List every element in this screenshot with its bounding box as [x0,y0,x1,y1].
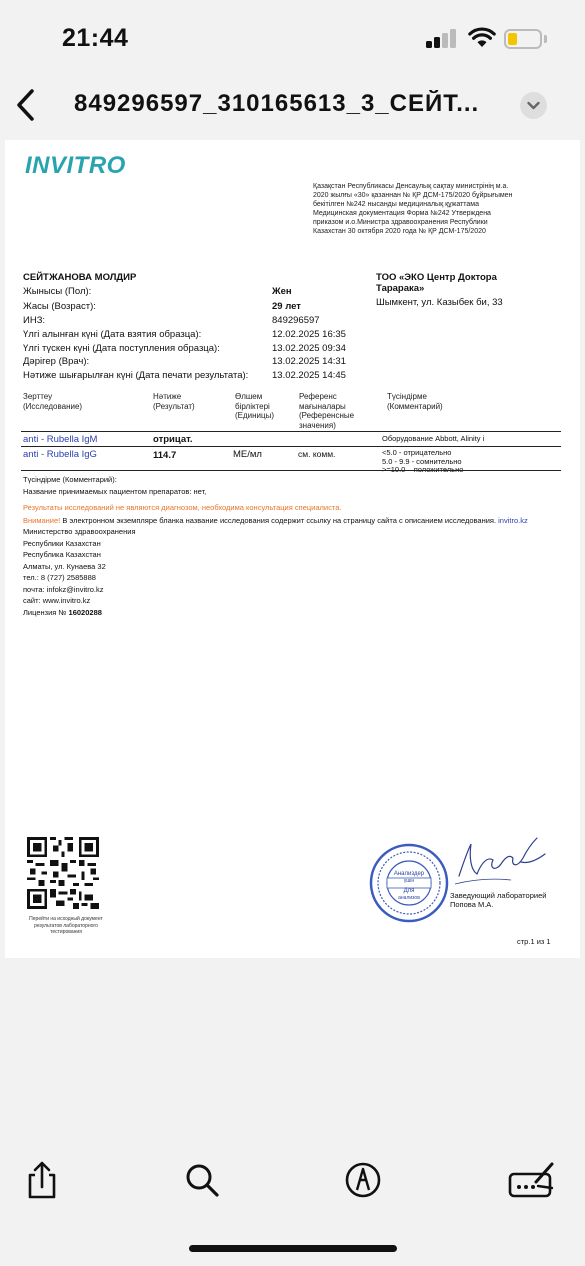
field-value-age: 29 лет [272,301,301,312]
footer-line-3: Республика Казахстан [23,550,101,559]
result-row-1-comment: Оборудование Abbott, Alinity i [382,434,485,443]
field-value-print-date: 13.02.2025 14:45 [272,370,346,381]
result-row-2-test-link[interactable]: anti - Rubella IgG [23,449,97,460]
table-rule-mid [21,446,561,447]
result-row-1-value: отрицат. [153,434,193,445]
result-row-2-reference: см. комм. [298,449,336,459]
result-row-1-test-link[interactable]: anti - Rubella IgM [23,434,98,445]
attention-text: В электронном экземпляре бланка название исследования содержит ссылку на страницу сайта с описанием исследования. [60,516,497,525]
col-header-comment: Түсіндірме (Комментарий) [387,392,443,411]
status-bar [0,0,585,72]
footer-line-7: сайт: www.invitro.kz [23,596,91,605]
field-value-inz: 849296597 [272,315,320,326]
lab-name: ТОО «ЭКО Центр Доктора Тарарака» [376,272,497,294]
field-value-receipt-date: 13.02.2025 09:34 [272,343,346,354]
field-label-age: Жасы (Возраст): [23,301,96,312]
ministry-header: Қазақстан Республикасы Денсаулық сақтау министрінің м.а. 2020 жылғы «30» қазаннан № ҚР ДСМ-175/2020 бұйрығымен бекітілген №242 нысанды медициналық құжаттама Медицинская документация Форма №242 Утверждена приказом и.о.Министра здравоохранения Республики Казахстан 30 октября 2020 года № ҚР ДСМ-175/2020 [313,183,513,235]
license-number: 16020288 [68,608,102,617]
markup-icon[interactable] [343,1160,383,1200]
wifi-icon [468,26,496,48]
license-label: Лицензия № [23,608,69,617]
lab-stamp-icon [368,842,450,924]
sign-icon[interactable] [508,1160,556,1200]
status-time: 21:44 [62,24,129,52]
footer-line-6: почта: infokz@invitro.kz [23,585,104,594]
search-icon[interactable] [182,1160,222,1200]
qr-code-icon[interactable] [27,837,99,909]
col-header-test: Зерттеу (Исследование) [23,392,83,411]
footer-line-1: Министерство здравоохранения [23,527,136,536]
footer-line-4: Алматы, ул. Кунаева 32 [23,562,106,571]
invitro-logo: INVITRO [25,152,126,179]
nav-bar [0,72,585,138]
field-value-sex: Жен [272,286,292,297]
col-header-units: Өлшем бірліктері (Единицы) [235,392,275,420]
patient-name: СЕЙТЖАНОВА МОЛДИР [23,272,137,283]
cellular-signal-icon [426,28,458,48]
page-number: стр.1 из 1 [517,937,551,946]
battery-tip [544,35,547,43]
col-header-reference: Референс мағыналары (Референсные значения) [299,392,355,430]
document-page[interactable] [5,140,580,958]
field-label-doctor: Дәрігер (Врач): [23,356,90,367]
document-title: 849296597_310165613_3_СЕЙТ... [74,90,480,117]
svg-text:Для: Для [403,888,415,894]
result-row-2-value: 114.7 [153,450,177,461]
qr-caption: Перейти на исходный документ результатов лабораторного тестирования [29,916,103,935]
signature-icon [451,834,551,889]
field-value-doctor: 13.02.2025 14:31 [272,356,346,367]
result-row-2-units: МЕ/мл [233,449,262,460]
field-label-sample-date: Үлгі алынған күні (Дата взятия образца): [23,329,202,340]
table-rule-bottom [21,470,561,471]
warning-line: Результаты исследований не являются диагнозом, необходима консультация специалиста. [23,503,342,512]
license-line [23,608,102,617]
share-icon[interactable] [22,1160,62,1200]
col-header-result: Нәтиже (Результат) [153,392,195,411]
footer-line-5: тел.: 8 (727) 2585888 [23,573,96,582]
svg-text:үшін: үшін [403,878,415,884]
svg-text:анализов: анализов [398,895,420,901]
chevron-down-icon [520,92,547,119]
comment-text: Название принимаемых пациентом препаратов: нет, [23,487,207,496]
table-rule-top [21,431,561,432]
head-of-lab: Заведующий лабораторией Попова М.А. [450,891,547,909]
attention-line [23,516,563,525]
field-label-inz: ИНЗ: [23,315,46,326]
battery-icon [504,29,542,49]
svg-text:Анализдер: Анализдер [393,871,425,877]
title-menu-button[interactable] [520,92,547,119]
invitro-link[interactable]: invitro.kz [496,516,528,525]
field-value-sample-date: 12.02.2025 16:35 [272,329,346,340]
attention-label: Внимание! [23,516,61,525]
lab-address: Шымкент, ул. Казыбек би, 33 [376,297,503,308]
home-indicator[interactable] [189,1245,397,1252]
back-chevron-icon[interactable] [10,86,42,124]
field-label-print-date: Нәтиже шығарылған күні (Дата печати результата): [23,370,249,381]
result-row-2-comment: <5.0 - отрицательно 5.0 - 9.9 - сомнительно [382,448,462,466]
field-label-sex: Жынысы (Пол): [23,286,92,297]
footer-line-2: Республики Казахстан [23,539,101,548]
field-label-receipt-date: Үлгі түскен күні (Дата поступления образца): [23,343,220,354]
comment-label: Түсіндірме (Комментарий): [23,475,117,484]
